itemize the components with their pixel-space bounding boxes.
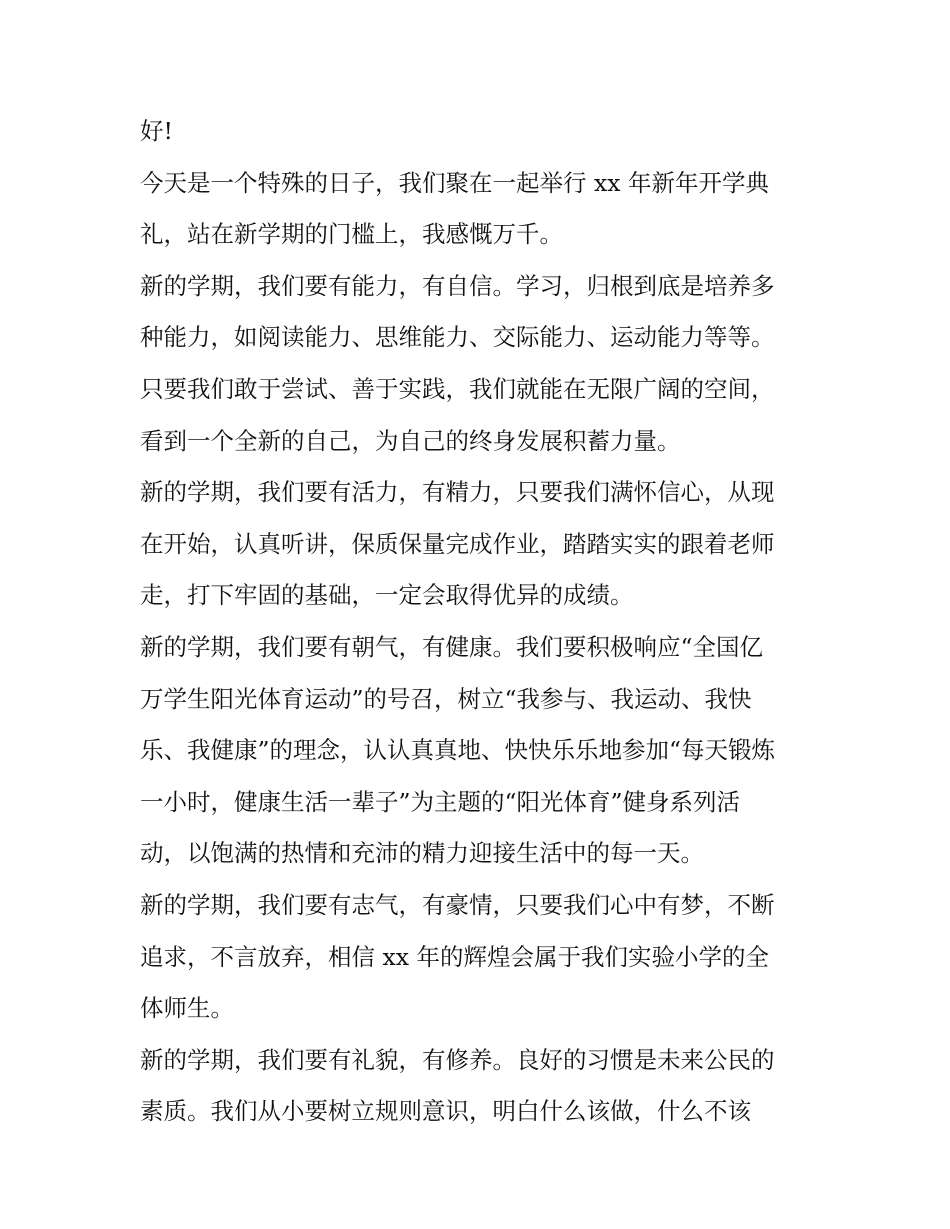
text-line: 乐、我健康”的理念，认认真真地、快快乐乐地参加“每天锻炼	[140, 736, 776, 765]
speech-text	[140, 106, 830, 1138]
text-line: 新的学期，我们要有志气，有豪情，只要我们心中有梦，不断	[140, 890, 775, 919]
text-line: 动，以饱满的热情和充沛的精力迎接生活中的每一天。	[140, 839, 704, 868]
text-line: 种能力，如阅读能力、思维能力、交际能力、运动能力等等。	[140, 323, 775, 352]
text-line: 一小时，健康生活一辈子”为主题的“阳光体育”健身系列活	[140, 787, 741, 816]
text-line: 今天是一个特殊的日子，我们聚在一起举行 xx 年新年开学典	[140, 168, 769, 197]
text-line: 万学生阳光体育运动”的号召，树立“我参与、我运动、我快	[140, 684, 752, 713]
text-line: 在开始，认真听讲，保质保量完成作业，踏踏实实的跟着老师	[140, 529, 775, 558]
text-line: 新的学期，我们要有能力，有自信。学习，归根到底是培养多	[140, 271, 775, 300]
text-line: 追求，不言放弃，相信 xx 年的辉煌会属于我们实验小学的全	[140, 942, 769, 971]
text-line: 体师生。	[140, 994, 234, 1023]
text-line: 新的学期，我们要有朝气，有健康。我们要积极响应“全国亿	[140, 632, 764, 661]
text-line: 新的学期，我们要有礼貌，有修养。良好的习惯是未来公民的	[140, 1045, 775, 1074]
text-line: 只要我们敢于尝试、善于实践，我们就能在无限广阔的空间，	[140, 374, 775, 403]
text-line: 看到一个全新的自己，为自己的终身发展积蓄力量。	[140, 426, 681, 455]
text-line: 走，打下牢固的基础，一定会取得优异的成绩。	[140, 581, 634, 610]
text-line: 好!	[140, 117, 173, 145]
text-line: 素质。我们从小要树立规则意识，明白什么该做，什么不该	[140, 1097, 751, 1126]
text-line: 新的学期，我们要有活力，有精力，只要我们满怀信心，从现	[140, 478, 775, 507]
text-line: 礼，站在新学期的门槛上，我感慨万千。	[140, 220, 563, 249]
